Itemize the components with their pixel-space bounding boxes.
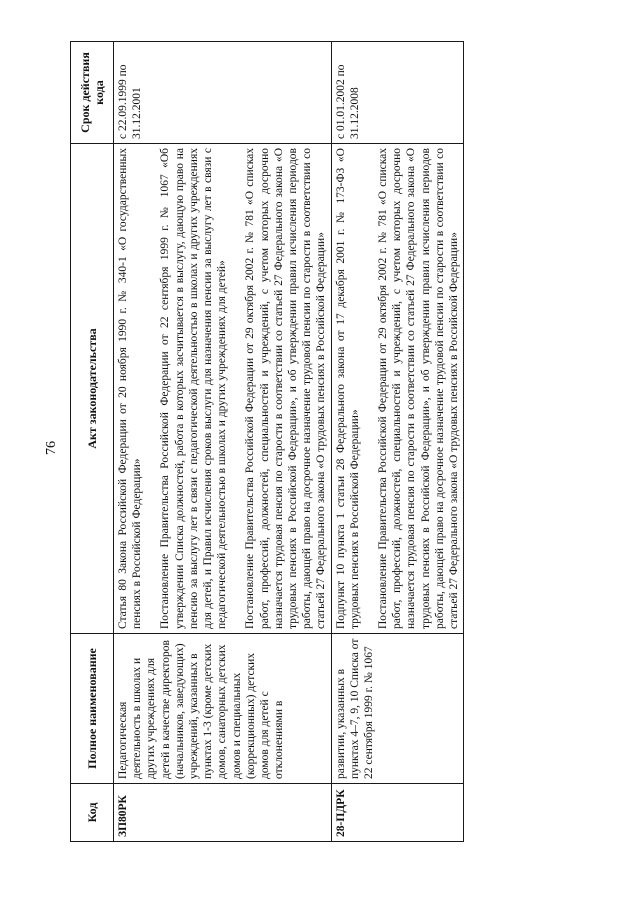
legislation-table — [70, 41, 464, 842]
rotated-page — [40, 42, 460, 842]
table-row — [114, 42, 332, 842]
act-paragraph: Постановление Правительства Российской Федерации от 22 сентября 1999 г. № 1067 «Об утверждении Списка должностей, работа в которых засчитывается в выслугу, дающую право на пенсию за выслугу лет в связи с педагогической деятельностью в школах и других учреждениях для детей, и Правил исчисления сроков выслуги для назначения пенсии за выслугу лет в связи с педагогической деятельностью в школах и других учреждениях для детей» — [159, 148, 229, 629]
row-term: с 01.01.2002 по 31.12.2008 — [331, 42, 464, 144]
row-name: Педагогическая деятельность в школах и других учреждениях для детей в качестве директоров (начальников, заведующих) учреждений, указанных в пунктах 1-3 (кроме детских домов, санаторных детских домов и специальных (коррекционных) детских домов для детей с отклонениями в — [114, 634, 332, 784]
act-paragraph: Постановление Правительства Российской Федерации от 29 октября 2002 г. № 781 «О списках работ, профессий, должностей, специальностей и учреждений, с учетом которых досрочно назначается трудовая пенсия по старости в соответствии со статьей 27 Федерального закона «О трудовых пенсиях в Российской Федерации», и об утверждении правил исчисления периодов работы, дающей право на досрочное назначение трудовой пенсии по старости в соответствии со статьей 27 Федерального закона «О трудовых пенсиях в Российской Федерации» — [244, 148, 328, 629]
row-code: ЗП80РК — [114, 784, 332, 842]
act-paragraph: Статья 80 Закона Российской Федерации от 20 ноября 1990 г. № 340-1 «О государственных пенсиях в Российской Федерации» — [117, 148, 144, 629]
row-code: 28-ПДРК — [331, 784, 464, 842]
row-term: с 22.09.1999 по 31.12.2001 — [114, 42, 332, 144]
row-acts — [114, 144, 332, 634]
header-act: Акт законодательства — [71, 144, 114, 634]
row-name: развитии, указанных в пунктах 4–7, 9, 10 Списка от 22 сентября 1999 г. № 1067 — [331, 634, 464, 784]
header-term: Срок действия кода — [71, 42, 114, 144]
table-row — [331, 42, 464, 842]
table-header-row — [71, 42, 114, 842]
header-code: Код — [71, 784, 114, 842]
page-number: 76 — [44, 441, 59, 455]
act-paragraph: Подпункт 10 пункта 1 статьи 28 Федерального закона от 17 декабря 2001 г. № 173-ФЗ «О трудовых пенсиях в Российской Федерации» — [334, 148, 361, 629]
act-paragraph: Постановление Правительства Российской Федерации от 29 октября 2002 г. № 781 «О списках работ, профессий, должностей, специальностей и учреждений, с учетом которых досрочно назначается трудовая пенсия по старости в соответствии со статьей 27 Федерального закона «О трудовых пенсиях в Российской Федерации», и об утверждении правил исчисления периодов работы, дающей право на досрочное назначение трудовой пенсии по старости в соответствии со статьей 27 Федерального закона «О трудовых пенсиях в Российской Федерации» — [377, 148, 461, 629]
header-name: Полное наименование — [71, 634, 114, 784]
row-acts — [331, 144, 464, 634]
